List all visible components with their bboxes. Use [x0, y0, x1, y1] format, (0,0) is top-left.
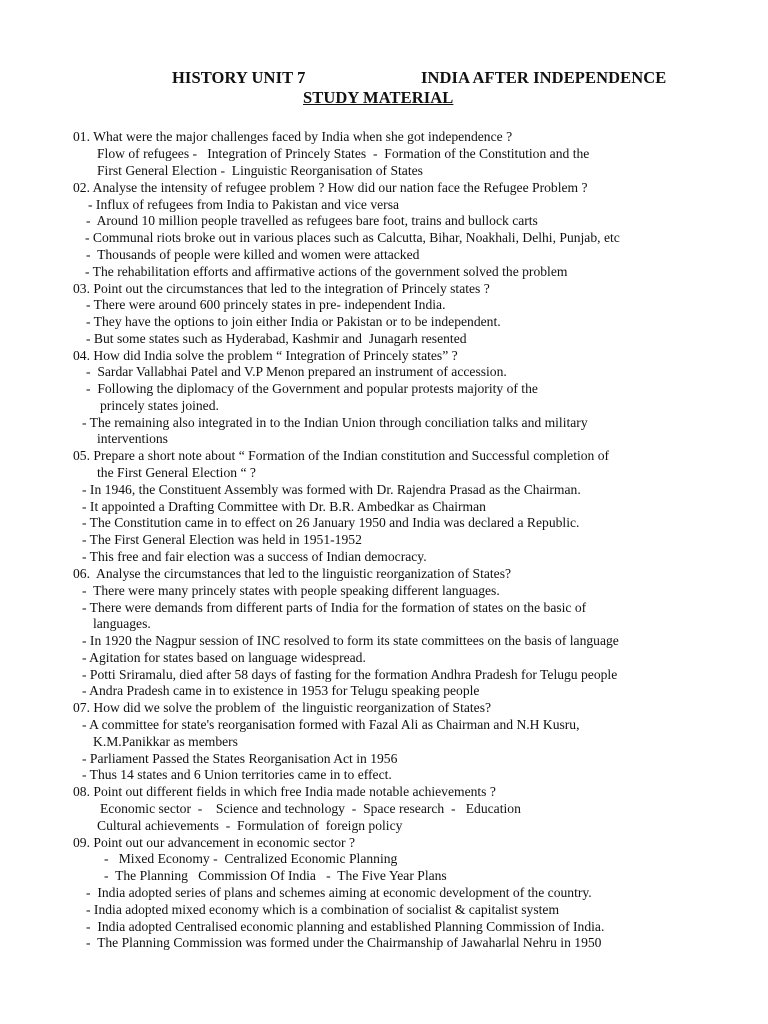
question-line: the First General Election “ ?	[97, 465, 256, 480]
answer-line: - India adopted series of plans and schemes aiming at economic development of the country.	[86, 885, 592, 900]
document-subtitle: STUDY MATERIAL	[303, 88, 454, 107]
answer-line: - India adopted mixed economy which is a combination of socialist & capitalist system	[86, 902, 560, 917]
answer-line: First General Election - Linguistic Reorganisation of States	[97, 163, 423, 178]
question-line: 01. What were the major challenges faced by India when she got independence ?	[73, 129, 513, 144]
question-line: 09. Point out our advancement in economic sector ?	[73, 835, 355, 850]
answer-line: - Communal riots broke out in various places such as Calcutta, Bihar, Noakhali, Delhi, Punjab, etc	[85, 230, 620, 245]
answer-line: - Thousands of people were killed and women were attacked	[86, 247, 420, 262]
question-line: 08. Point out different fields in which free India made notable achievements ?	[73, 784, 496, 799]
answer-line: - Sardar Vallabhai Patel and V.P Menon prepared an instrument of accession.	[86, 364, 507, 379]
answer-line: - Mixed Economy - Centralized Economic Planning	[104, 851, 398, 866]
question-line: 04. How did India solve the problem “ Integration of Princely states” ?	[73, 348, 458, 363]
answer-line: - Andra Pradesh came in to existence in 1953 for Telugu speaking people	[82, 683, 480, 698]
answer-line: - There were many princely states with people speaking different languages.	[82, 583, 500, 598]
answer-line: - It appointed a Drafting Committee with Dr. B.R. Ambedkar as Chairman	[82, 499, 486, 514]
answer-line: - Influx of refugees from India to Pakistan and vice versa	[88, 197, 400, 212]
answer-line: - In 1920 the Nagpur session of INC resolved to form its state committees on the basis of language	[82, 633, 619, 648]
chapter-title: INDIA AFTER INDEPENDENCE	[421, 68, 667, 87]
answer-line: K.M.Panikkar as members	[93, 734, 238, 749]
answer-line: - The rehabilitation efforts and affirmative actions of the government solved the problem	[85, 264, 568, 279]
answer-line: - Following the diplomacy of the Government and popular protests majority of the	[86, 381, 538, 396]
question-line: 07. How did we solve the problem of the linguistic reorganization of States?	[73, 700, 492, 715]
question-line: 06. Analyse the circumstances that led to the linguistic reorganization of States?	[73, 566, 512, 581]
answer-line: - Around 10 million people travelled as refugees bare foot, trains and bullock carts	[86, 213, 538, 228]
question-line: 03. Point out the circumstances that led to the integration of Princely states ?	[73, 281, 490, 296]
answer-line: - Agitation for states based on language widespread.	[82, 650, 366, 665]
answer-line: - There were around 600 princely states in pre- independent India.	[86, 297, 446, 312]
answer-line: - There were demands from different parts of India for the formation of states on the basic of	[82, 600, 587, 615]
answer-line: interventions	[97, 431, 168, 446]
answer-line: princely states joined.	[100, 398, 219, 413]
answer-line: - They have the options to join either India or Pakistan or to be independent.	[86, 314, 501, 329]
answer-line: - The Planning Commission was formed under the Chairmanship of Jawaharlal Nehru in 1950	[86, 935, 602, 950]
answer-line: - Thus 14 states and 6 Union territories came in to effect.	[82, 767, 392, 782]
answer-line: - This free and fair election was a success of Indian democracy.	[82, 549, 427, 564]
answer-line: - Potti Sriramalu, died after 58 days of fasting for the formation Andhra Pradesh for Telugu people	[82, 667, 618, 682]
question-line: 05. Prepare a short note about “ Formation of the Indian constitution and Successful completion of	[73, 448, 610, 463]
answer-line: Flow of refugees - Integration of Princely States - Formation of the Constitution and the	[97, 146, 590, 161]
answer-line: languages.	[93, 616, 151, 631]
question-line: 02. Analyse the intensity of refugee problem ? How did our nation face the Refugee Problem ?	[73, 180, 588, 195]
answer-line: - Parliament Passed the States Reorganisation Act in 1956	[82, 751, 398, 766]
answer-line: - In 1946, the Constituent Assembly was formed with Dr. Rajendra Prasad as the Chairman.	[82, 482, 581, 497]
answer-line: - The Constitution came in to effect on 26 January 1950 and India was declared a Republic.	[82, 515, 580, 530]
answer-line: - The First General Election was held in 1951-1952	[82, 532, 362, 547]
answer-line: - The remaining also integrated in to the Indian Union through conciliation talks and military	[82, 415, 588, 430]
answer-line: - The Planning Commission Of India - The Five Year Plans	[104, 868, 447, 883]
answer-line: - A committee for state's reorganisation formed with Fazal Ali as Chairman and N.H Kusru,	[82, 717, 580, 732]
answer-line: - India adopted Centralised economic planning and established Planning Commission of India.	[86, 919, 605, 934]
answer-line: - But some states such as Hyderabad, Kashmir and Junagarh resented	[86, 331, 467, 346]
answer-line: Cultural achievements - Formulation of foreign policy	[97, 818, 403, 833]
unit-title: HISTORY UNIT 7	[172, 68, 306, 87]
answer-line: Economic sector - Science and technology - Space research - Education	[100, 801, 521, 816]
